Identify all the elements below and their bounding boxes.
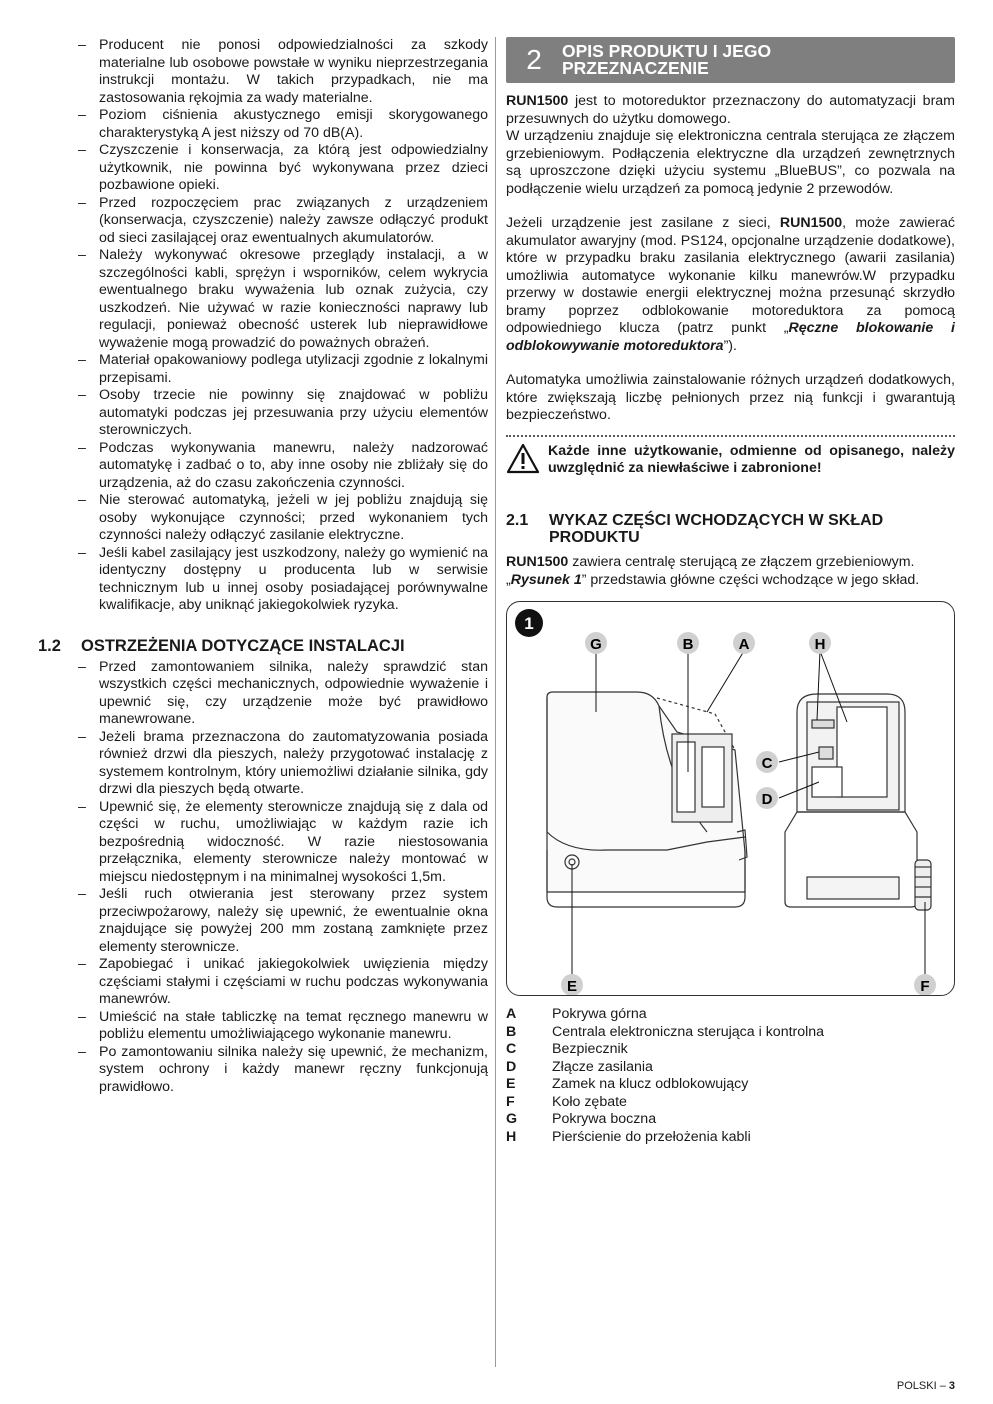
label-h: H	[814, 636, 826, 653]
motor-side-view	[547, 692, 747, 907]
label-c: C	[761, 755, 773, 772]
legend-key: H	[506, 1128, 517, 1145]
legend-text: Koło zębate	[552, 1093, 627, 1110]
legend-text: Zamek na klucz odblokowujący	[552, 1076, 749, 1092]
legend-row	[506, 1024, 955, 1042]
legend-key: G	[506, 1111, 518, 1127]
warning-box	[506, 435, 955, 481]
warning-text: Każde inne użytkowanie, odmienne od opisanego, należy uwzględnić za niewłaściwe i zabronione!	[548, 442, 955, 476]
list-item: – Po zamontowaniu silnika należy się upewnić, że mechanizm, system ochrony i każdy manewr ręczny funkcjonują prawidłowo.	[78, 1044, 488, 1097]
list-item: – Nie sterować automatyką, jeżeli w jej pobliżu znajdują się osoby wykonujące czynności; przed wykonaniem tych czynności należy odłączyć zasilanie elektryczne.	[78, 492, 488, 545]
legend-text: Bezpiecznik	[552, 1041, 628, 1057]
list-item: – Zapobiegać i unikać jakiegokolwiek uwięzienia między częściami stałymi i częściami w ruchu podczas wykonywania manewrów.	[78, 956, 488, 1009]
page-footer	[897, 1378, 955, 1396]
section-number: 1.2	[38, 636, 61, 655]
column-divider	[495, 37, 496, 1367]
legend-row	[506, 1041, 955, 1059]
figure-legend	[506, 1006, 955, 1146]
product-name: RUN1500	[506, 93, 569, 109]
warnings-list	[78, 37, 488, 615]
list-item: – Jeśli kabel zasilający jest uszkodzony, należy go wymienić na identyczny dostępny u producenta lub w serwisie technicznym lub u innej osoby posiadającej porównywalne kwalifikacje, aby uniknąć jakiegokolwiek ryzyka.	[78, 545, 488, 615]
list-item: – Materiał opakowaniowy podlega utylizacji zgodnie z lokalnymi przepisami.	[78, 352, 488, 387]
chapter-title-line2: PRZEZNACZENIE	[562, 58, 709, 78]
legend-text: Pokrywa górna	[552, 1006, 647, 1022]
list-item: – Umieścić na stałe tabliczkę na temat ręcznego manewru w pobliżu elementu umożliwiającego wykonanie manewru.	[78, 1009, 488, 1044]
chapter-number: 2	[526, 44, 542, 76]
list-item: – Czyszczenie i konserwacja, za którą jest odpowiedzialny użytkownik, nie powinna być wykonywana przez dzieci pozbawione opieki.	[78, 142, 488, 195]
paragraph	[506, 93, 955, 128]
label-f: F	[920, 978, 930, 995]
legend-row	[506, 1006, 955, 1024]
paragraph	[506, 215, 955, 355]
section-heading-2-1	[506, 512, 955, 546]
list-item: – Przed zamontowaniem silnika, należy sprawdzić stan wszystkich części mechanicznych, odpowiednie wyważenie i upewnić się, czy urządzenie może być prawidłowo manewrowane.	[78, 659, 488, 729]
list-item: – Upewnić się, że elementy sterownicze znajdują się z dala od części w ruchu, umożliwiając w każdym razie ich bezpośrednią widoczność. W razie niestosowania przełącznika, elementy sterownicze należy montować w miejscu niedostępnym i na minimalnej wysokości 1,5m.	[78, 799, 488, 887]
text: jest to motoreduktor przeznaczony do automatyzacji bram przesuwnych do użytku domowego.	[506, 93, 955, 127]
product-name: RUN1500	[506, 554, 569, 570]
legend-key: B	[506, 1023, 517, 1040]
legend-key: C	[506, 1041, 517, 1057]
chapter-header	[506, 37, 955, 83]
legend-text: Centrala elektroniczna sterująca i kontrolna	[552, 1023, 825, 1040]
list-item: – Osoby trzecie nie powinny się znajdować w pobliżu automatyki podczas jej przesuwania przy użyciu elementów sterowniczych.	[78, 387, 488, 440]
motor-diagram	[507, 602, 955, 996]
installation-warnings-list	[78, 659, 488, 1097]
list-item: – Podczas wykonywania manewru, należy nadzorować automatykę i zadbać o to, aby inne osoby nie zbliżały się do urządzenia, aż do czasu zakończenia czynności.	[78, 440, 488, 493]
left-column	[38, 37, 488, 1096]
section-heading-1-2	[38, 637, 488, 655]
legend-text: Pokrywa boczna	[552, 1111, 657, 1127]
section-title-line2: PRODUKTU	[549, 529, 640, 546]
text: zawiera centralę sterującą ze złączem grzebieniowym.	[568, 554, 915, 570]
legend-key: D	[506, 1058, 517, 1075]
legend-key: F	[506, 1093, 515, 1110]
warning-triangle-icon	[506, 443, 548, 481]
motor-front-view	[785, 694, 931, 910]
text: ” przedstawia główne części wchodzące w jego skład.	[581, 571, 920, 588]
label-a: A	[738, 636, 750, 653]
section-number: 2.1	[506, 512, 529, 529]
list-item: – Poziom ciśnienia akustycznego emisji skorygowanego charakterystyką A jest niższy od 70 dB(A).	[78, 107, 488, 142]
list-item: – Przed rozpoczęciem prac związanych z urządzeniem (konserwacja, czyszczenie) należy zawsze odłączyć produkt od sieci zasilającej oraz ewentualnych akumulatorów.	[78, 195, 488, 248]
list-item: – Jeżeli brama przeznaczona do zautomatyzowania posiada również drzwi dla pieszych, należy przygotować instalację z systemem kontrolnym, który uniemożliwi działanie silnika, gdy drzwi dla pieszych będą otwarte.	[78, 729, 488, 799]
legend-text: Złącze zasilania	[552, 1058, 653, 1075]
paragraph	[506, 554, 955, 589]
text: , może zawierać akumulator awaryjny (mod. PS124, opcjonalne urządzenie dodatkowe), które w przypadku braku zasilania elektrycznego (awarii zasilania) umożliwia automatyce wykonanie kilku manewrów.W przypadku przerwy w dostawie energii elektrycznej można przesunąć skrzydło bramy poprzez odblokowanie motoreduktora za pomocą odpowiedniego klucza (patrz punkt „	[506, 215, 955, 336]
legend-row	[506, 1076, 955, 1094]
right-column	[506, 37, 955, 1146]
list-item: – Należy wykonywać okresowe przeglądy instalacji, a w szczególności kabli, sprężyn i wsporników, celem wykrycia ewentualnego braku wyważenia lub oznak zużycia, czy uszkodzeń. Nie używać w razie konieczności naprawy lub regulacji, ponieważ obecność usterek lub nieprawidłowe wyważenie mogą prowadzić do poważnych obrażeń.	[78, 247, 488, 352]
paragraph: Automatyka umożliwia zainstalowanie różnych urządzeń dodatkowych, które zwiększają liczbę pełnionych przez nią funkcji i gwarantują bezpieczeństwo.	[506, 372, 955, 423]
legend-row	[506, 1111, 955, 1129]
legend-row	[506, 1094, 955, 1112]
legend-text: Pierścienie do przełożenia kabli	[552, 1128, 751, 1145]
figure-number: 1	[524, 614, 534, 633]
section-title-line1: WYKAZ CZĘŚCI WCHODZĄCYCH W SKŁAD	[549, 512, 884, 529]
legend-key: A	[506, 1006, 517, 1022]
text: Jeżeli urządzenie jest zasilane z sieci,	[506, 215, 780, 231]
footer-language: POLSKI –	[896, 1380, 949, 1392]
text: ”).	[723, 337, 737, 354]
figure-reference: Rysunek 1	[510, 571, 582, 588]
label-b: B	[682, 636, 694, 653]
legend-row	[506, 1129, 955, 1147]
legend-key: E	[506, 1076, 516, 1092]
legend-row	[506, 1059, 955, 1077]
figure-1	[506, 601, 955, 996]
label-g: G	[590, 636, 602, 653]
cross-reference: Ręczne blokowanie i odblokowywanie motoreduktora	[506, 320, 955, 354]
chapter-title	[562, 43, 771, 77]
text: „	[506, 571, 511, 588]
list-item: – Jeśli ruch otwierania jest sterowany przez system przeciwpożarowy, należy się upewnić, że ewentualnie okna znajdujące się powyżej 200 mm zostaną zamknięte przez elementy sterownicze.	[78, 886, 488, 956]
list-item: – Producent nie ponosi odpowiedzialności za szkody materialne lub osobowe powstałe w wyniku nieprzestrzegania instrukcji montażu. W takich przypadkach, nie ma zastosowania rękojmia za wady materialne.	[78, 37, 488, 107]
paragraph: W urządzeniu znajduje się elektroniczna centrala sterująca ze złączem grzebieniowym. Podłączenia elektryczne dla urządzeń zewnętrznych są uproszczone dzięki użyciu systemu „BlueBUS”, co pozwala na podłączenie wielu urządzeń za pomocą jedynie 2 przewodów.	[506, 128, 955, 197]
page-number: 3	[948, 1380, 955, 1392]
product-name: RUN1500	[779, 215, 843, 231]
label-e: E	[566, 978, 578, 995]
section-title	[549, 512, 883, 546]
chapter-title-line1: OPIS PRODUKTU I JEGO	[562, 41, 772, 61]
section-title: OSTRZEŻENIA DOTYCZĄCE INSTALACJI	[81, 636, 405, 655]
label-d: D	[761, 791, 773, 808]
